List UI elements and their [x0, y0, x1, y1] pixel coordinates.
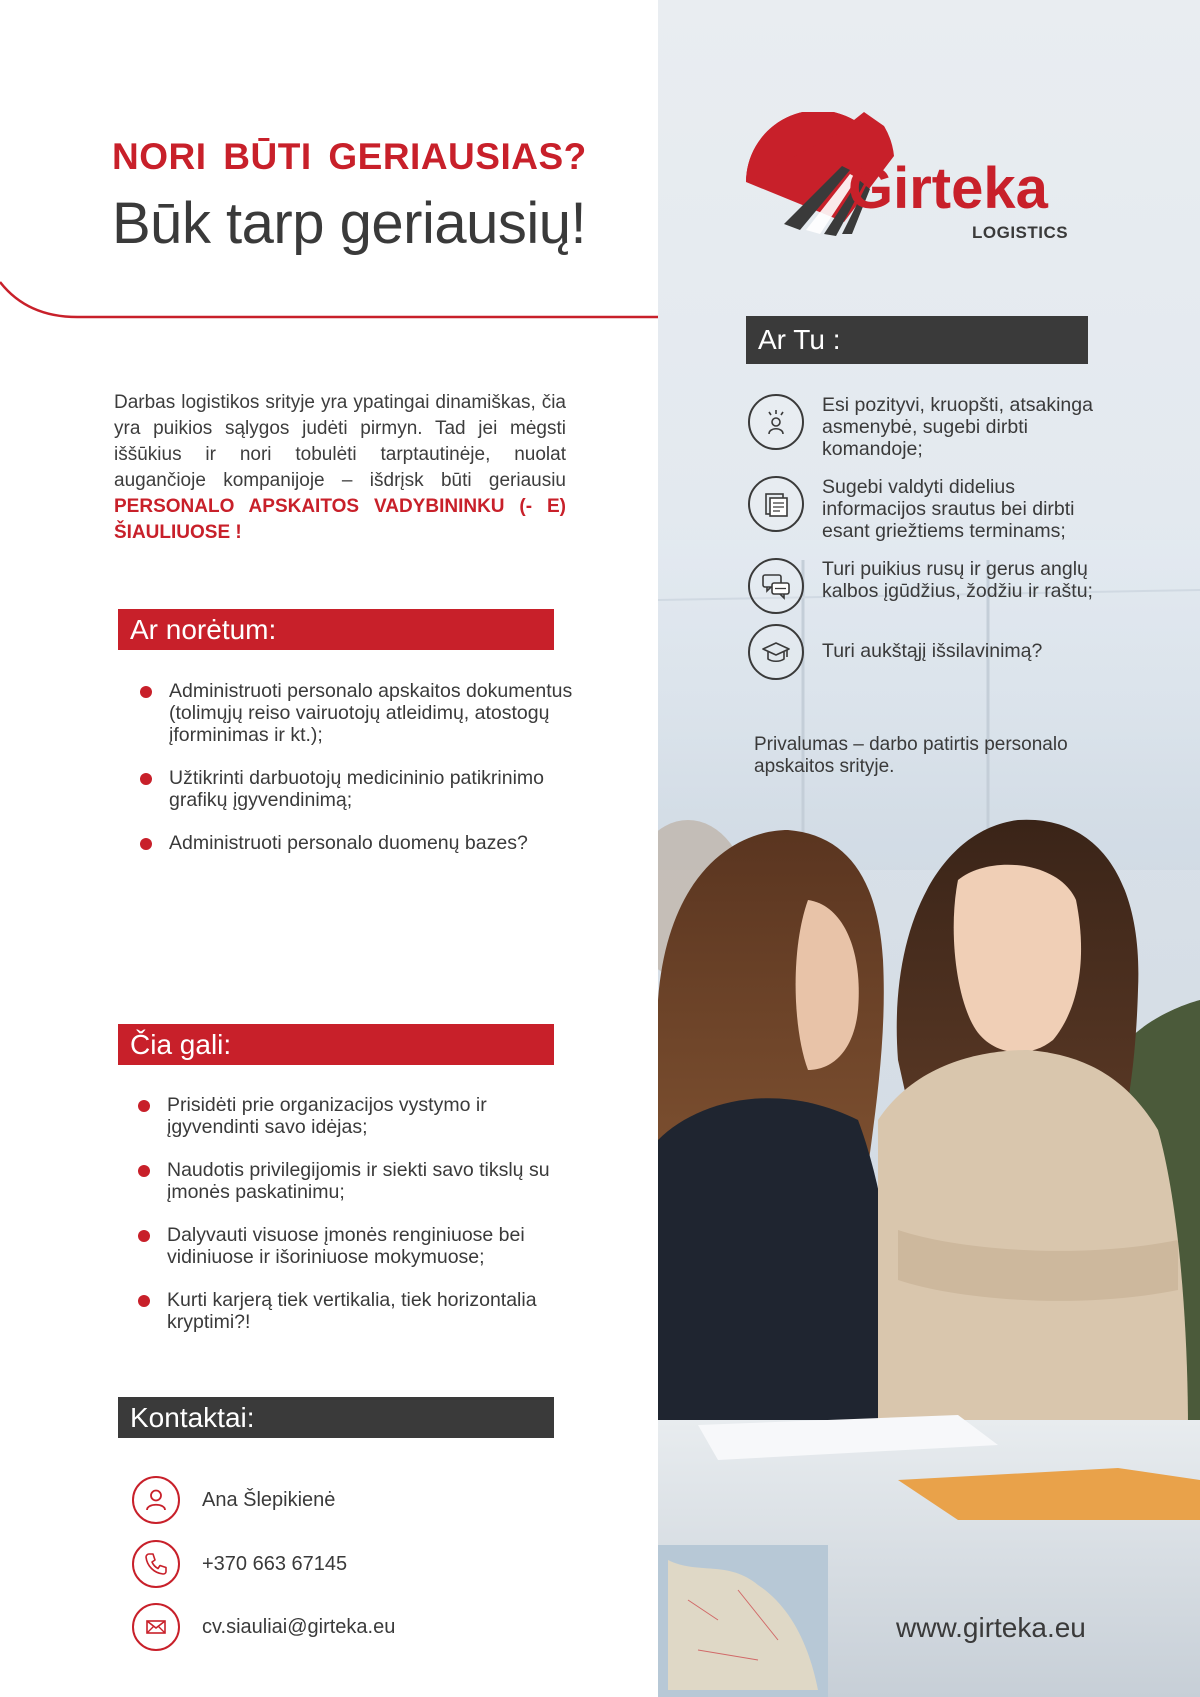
- decorative-red-curve: [0, 270, 660, 330]
- graduation-cap-icon: [748, 624, 804, 680]
- website-link[interactable]: www.girteka.eu: [896, 1612, 1086, 1643]
- list-item: Administruoti personalo apskaitos dokumentus (tolimųjų reiso vairuotojų atleidimų, atostogų įforminimas ir kt.);: [136, 680, 576, 746]
- ar-noretum-list: [136, 680, 576, 854]
- chat-bubbles-icon: [748, 558, 804, 614]
- intro-paragraph: [114, 390, 566, 546]
- contact-email[interactable]: cv.siauliai@girteka.eu: [202, 1615, 396, 1638]
- ar-tu-text: Sugebi valdyti didelius informacijos srautus bei dirbti esant griežtiems terminams;: [822, 476, 1075, 542]
- list-item: Užtikrinti darbuotojų medicininio patikrinimo grafikų įgyvendinimą;: [136, 767, 576, 811]
- list-item: Kurti karjerą tiek vertikalia, tiek horizontalia kryptimi?!: [134, 1289, 584, 1333]
- person-icon: [132, 1476, 180, 1524]
- section-title-kontaktai: Kontaktai:: [118, 1397, 554, 1438]
- section-title-ar-noretum: Ar norėtum:: [118, 609, 554, 650]
- ar-tu-text: Turi aukštąjį išsilavinimą?: [822, 640, 1043, 662]
- cia-gali-list: [134, 1094, 584, 1333]
- ar-tu-text: Turi puikius rusų ir gerus anglų kalbos įgūdžius, žodžiu ir raštu;: [822, 558, 1093, 602]
- headline-slogan: Būk tarp geriausių!: [112, 191, 587, 256]
- headline-tagline: NORI BŪTI GERIAUSIAS?: [112, 136, 587, 177]
- intro-highlight: PERSONALO APSKAITOS VADYBININKU (- E) ŠIAULIUOSE !: [114, 496, 566, 543]
- phone-icon: [132, 1540, 180, 1588]
- office-photo-background: [658, 0, 1200, 1697]
- list-item: Prisidėti prie organizacijos vystymo ir įgyvendinti savo idėjas;: [134, 1094, 584, 1138]
- ar-tu-item: [748, 624, 1112, 680]
- documents-icon: [748, 476, 804, 532]
- section-title-cia-gali: Čia gali:: [118, 1024, 554, 1065]
- logo-sub-text: LOGISTICS: [972, 223, 1069, 242]
- girteka-logo: [744, 112, 1084, 252]
- intro-text: Darbas logistikos srityje yra ypatingai dinamiškas, čia yra puikios sąlygos judėti pirmyn. Tad jei mėgsti iššūkius ir nori tobulėti tarptautinėje, nuolat augančioje kompanijoje – išdrįsk būti geriausiu: [114, 392, 566, 491]
- list-item: Dalyvauti visuose įmonės renginiuose bei vidiniuose ir išoriniuose mokymuose;: [134, 1224, 584, 1268]
- ar-tu-text: Esi pozityvi, kruopšti, atsakinga asmenybė, sugebi dirbti komandoje;: [822, 394, 1093, 460]
- privalumas-note: Privalumas – darbo patirtis personalo apskaitos srityje.: [754, 734, 1068, 777]
- contact-name-row: [132, 1476, 335, 1524]
- ar-tu-item: [748, 476, 1112, 542]
- contact-name: Ana Šlepikienė: [202, 1488, 336, 1511]
- ar-tu-item: [748, 558, 1112, 614]
- logo-brand-text: Girteka: [848, 156, 1048, 221]
- list-item: Naudotis privilegijomis ir siekti savo tikslų su įmonės paskatinimu;: [134, 1159, 584, 1203]
- section-title-ar-tu: Ar Tu :: [746, 316, 1088, 364]
- right-column: [658, 0, 1200, 1697]
- contact-email-row: [132, 1603, 395, 1651]
- contact-phone-row: [132, 1540, 347, 1588]
- person-spark-icon: [748, 394, 804, 450]
- envelope-icon: [132, 1603, 180, 1651]
- ar-tu-item: [748, 394, 1112, 460]
- list-item: Administruoti personalo duomenų bazes?: [136, 832, 576, 854]
- contact-phone[interactable]: +370 663 67145: [202, 1552, 348, 1575]
